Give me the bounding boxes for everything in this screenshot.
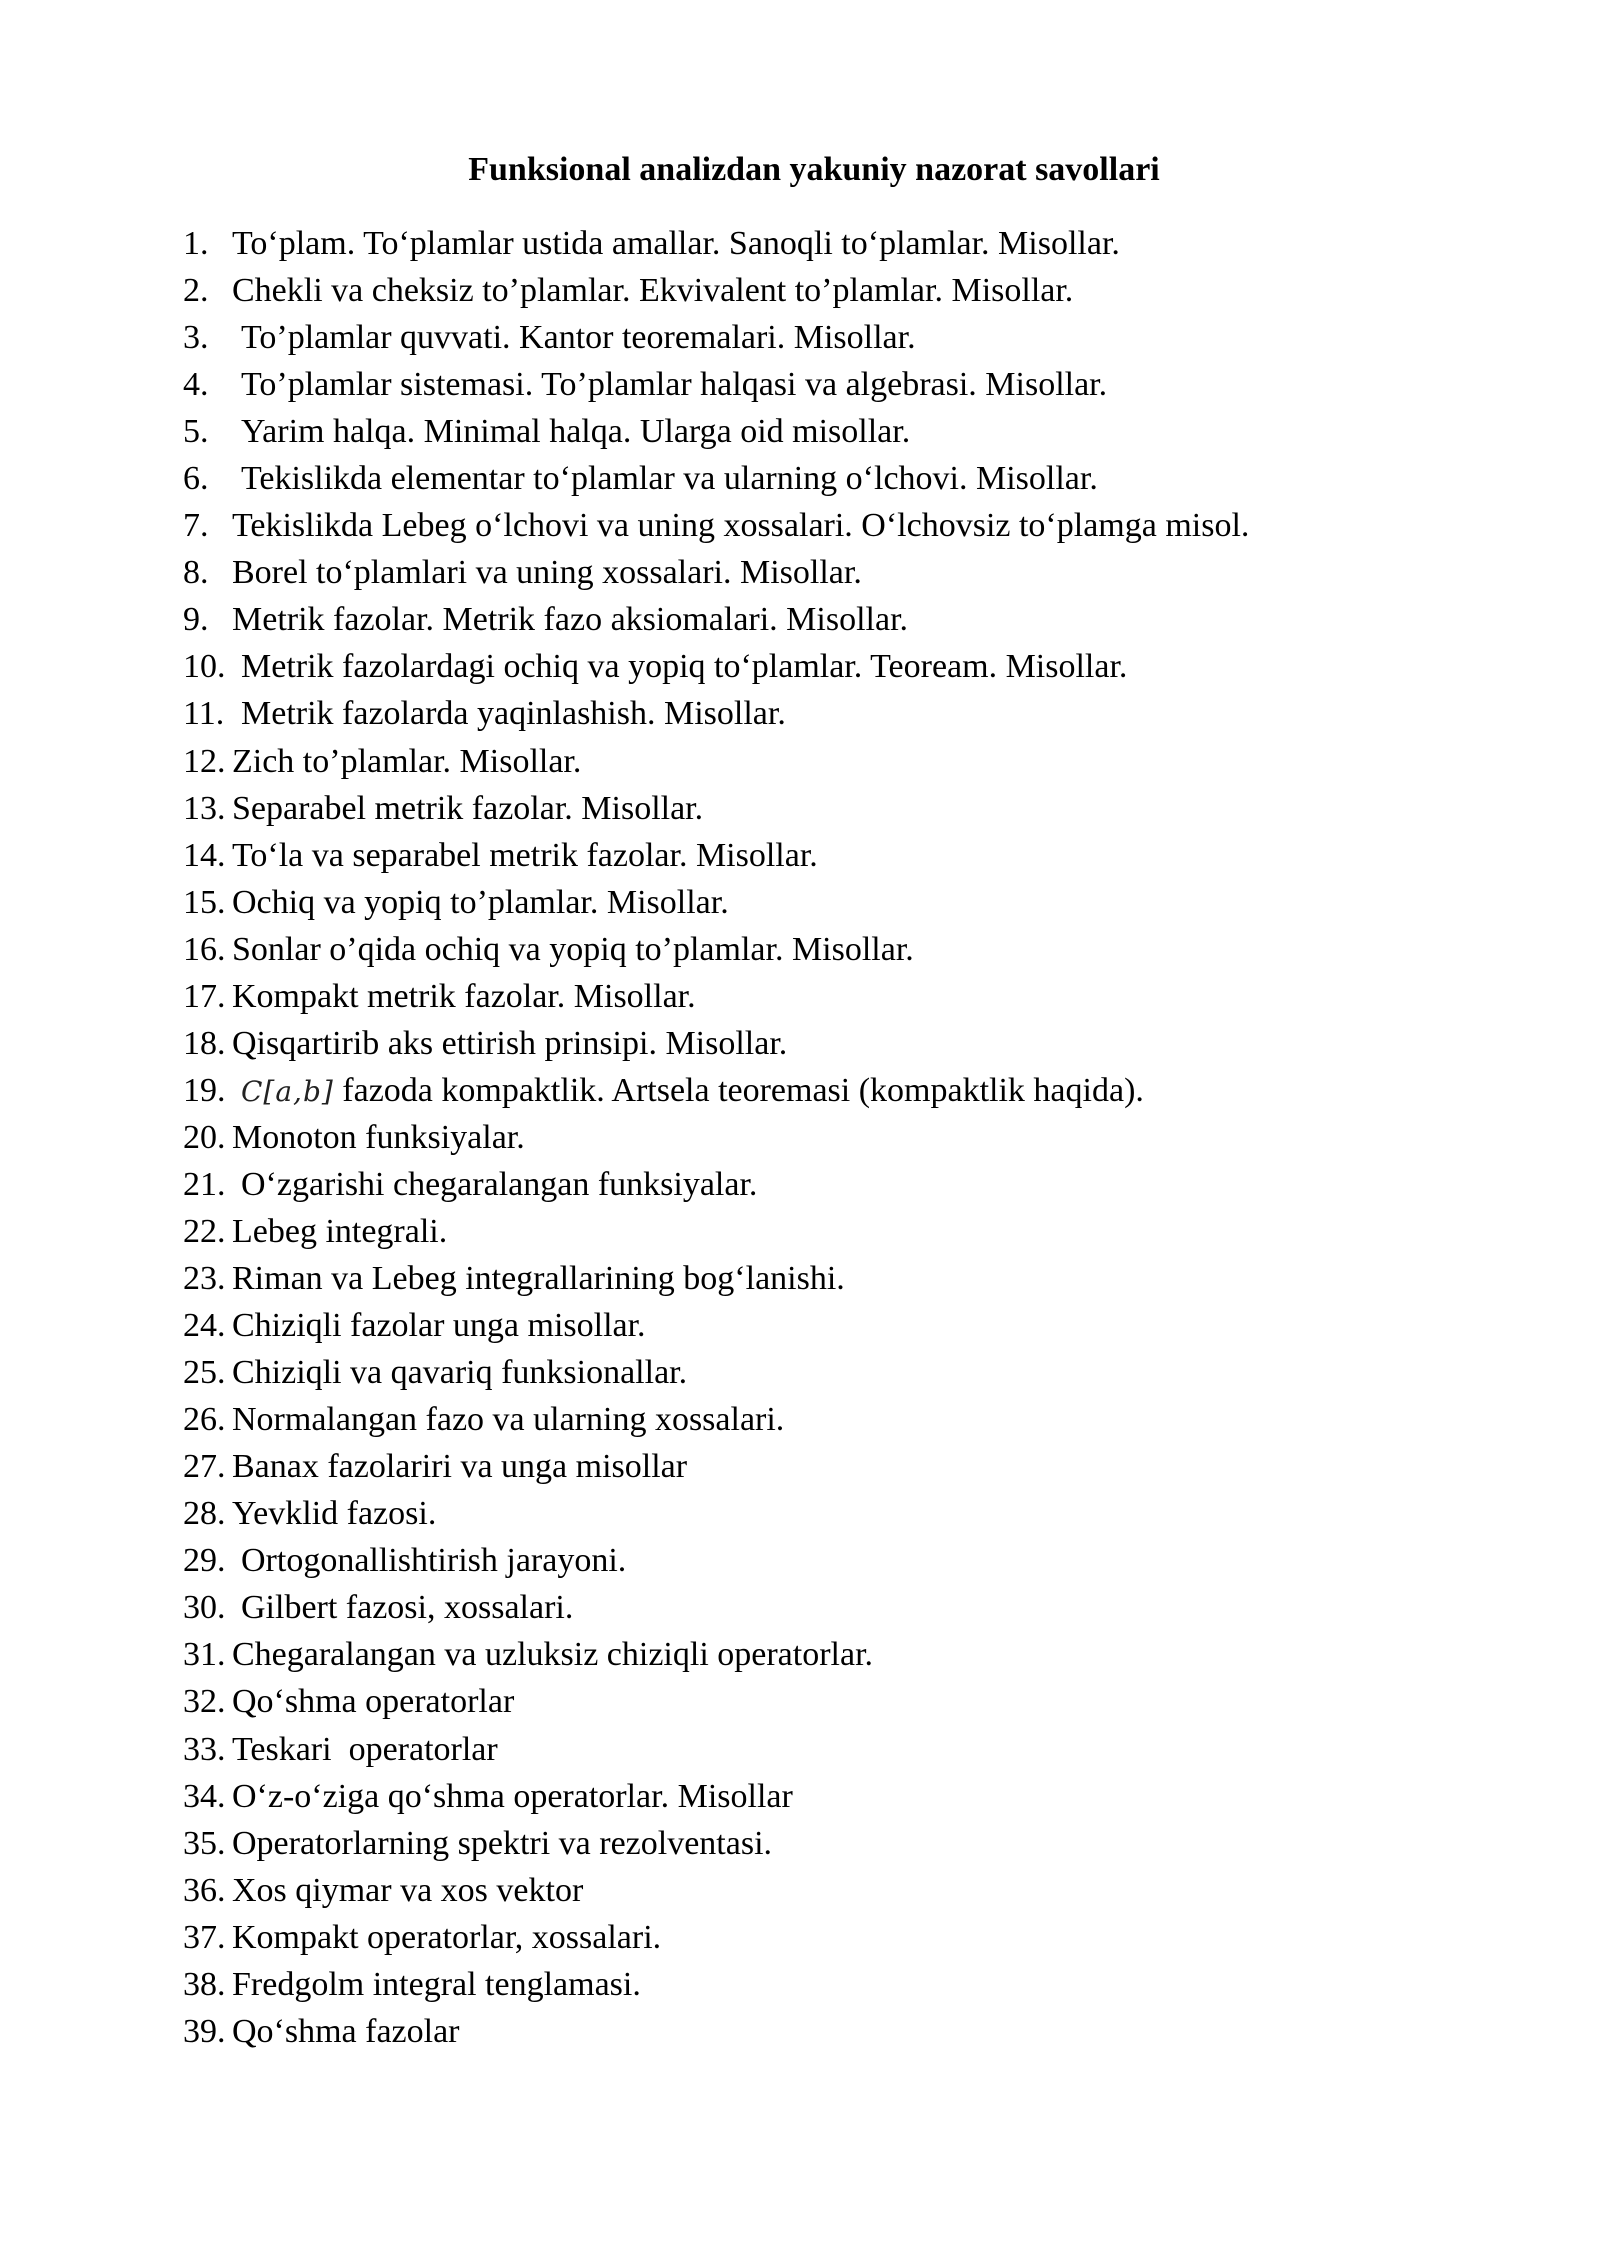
item-number: 8. <box>183 554 209 592</box>
item-number: 7. <box>183 507 209 545</box>
item-number: 6. <box>183 460 209 498</box>
item-text: Yevklid fazosi. <box>232 1495 437 1533</box>
item-number: 18. <box>183 1024 226 1062</box>
item-number: 37. <box>183 1918 226 1956</box>
item-text: Tekislikda elementar to‘plamlar va ularning o‘lchovi. Misollar. <box>241 460 1098 498</box>
item-number: 28. <box>183 1495 226 1533</box>
item-text: Ortogonallishtirish jarayoni. <box>241 1542 627 1580</box>
item-text: Gilbert fazosi, xossalari. <box>241 1589 574 1627</box>
item-text: Metrik fazolardagi ochiq va yopiq to‘plamlar. Teoream. Misollar. <box>241 648 1128 686</box>
item-number: 17. <box>183 977 226 1015</box>
item-number: 16. <box>183 930 226 968</box>
item-text: Operatorlarning spektri va rezolventasi. <box>232 1824 773 1862</box>
item-number: 14. <box>183 836 226 874</box>
item-text: Tekislikda Lebeg o‘lchovi va uning xossalari. O‘lchovsiz to‘plamga misol. <box>232 507 1250 545</box>
item-number: 4. <box>183 366 209 404</box>
item-text-rest: fazoda kompaktlik. Artsela teoremasi (kompaktlik haqida). <box>342 1071 1144 1109</box>
item-text: Kompakt operatorlar, xossalari. <box>232 1918 662 1956</box>
item-text: To’plamlar sistemasi. To’plamlar halqasi va algebrasi. Misollar. <box>241 366 1108 404</box>
item-number: 38. <box>183 1965 226 2003</box>
item-text: Separabel metrik fazolar. Misollar. <box>232 789 704 827</box>
item-number: 15. <box>183 883 226 921</box>
item-text: Banax fazolariri va unga misollar <box>232 1448 688 1486</box>
item-text: To‘plam. To‘plamlar ustida amallar. Sanoqli to‘plamlar. Misollar. <box>232 225 1120 262</box>
item-number: 13. <box>183 789 226 827</box>
item-text: Metrik fazolarda yaqinlashish. Misollar. <box>241 695 786 733</box>
item-text: Lebeg integrali. <box>232 1212 448 1250</box>
item-text: Chiziqli va qavariq funksionallar. <box>232 1354 688 1392</box>
item-text: To‘la va separabel metrik fazolar. Misollar. <box>232 836 818 874</box>
item-text <box>241 1067 1144 1115</box>
item-number: 27. <box>183 1448 226 1486</box>
item-number: 5. <box>183 413 209 451</box>
item-text: Chiziqli fazolar unga misollar. <box>232 1307 646 1345</box>
item-number: 31. <box>183 1636 226 1674</box>
item-number: 34. <box>183 1777 226 1815</box>
item-text: Fredgolm integral tenglamasi. <box>232 1965 641 2003</box>
item-text: Qo‘shma operatorlar <box>232 1683 515 1721</box>
item-text: Sonlar o’qida ochiq va yopiq to’plamlar. Misollar. <box>232 930 914 968</box>
item-text: Qisqartirib aks ettirish prinsipi. Misollar. <box>232 1024 788 1062</box>
item-number: 23. <box>183 1260 226 1298</box>
item-text: Normalangan fazo va ularning xossalari. <box>232 1401 785 1439</box>
item-text: Metrik fazolar. Metrik fazo aksiomalari. Misollar. <box>232 601 909 639</box>
item-text: Qo‘shma fazolar <box>232 2012 460 2050</box>
item-number: 25. <box>183 1354 226 1392</box>
item-text: Xos qiymar va xos vektor <box>232 1871 584 1909</box>
item-number: 19. <box>183 1071 226 1109</box>
item-number: 2. <box>183 272 209 310</box>
item-text: Chekli va cheksiz to’plamlar. Ekvivalent to’plamlar. Misollar. <box>232 272 1074 310</box>
math-expression: C[a,b] <box>241 1074 334 1108</box>
item-text: Teskari operatorlar <box>232 1730 498 1768</box>
item-number: 20. <box>183 1118 226 1156</box>
item-text: To’plamlar quvvati. Kantor teoremalari. Misollar. <box>241 319 916 357</box>
item-text: Ochiq va yopiq to’plamlar. Misollar. <box>232 883 729 921</box>
item-text: Yarim halqa. Minimal halqa. Ularga oid misollar. <box>241 413 911 451</box>
item-number: 10. <box>183 648 226 686</box>
item-number: 21. <box>183 1165 226 1203</box>
item-text: Zich to’plamlar. Misollar. <box>232 742 582 780</box>
item-number: 3. <box>183 319 209 357</box>
item-number: 22. <box>183 1212 226 1250</box>
item-number: 35. <box>183 1824 226 1862</box>
page-title: Funksional analizdan yakuniy nazorat savollari <box>468 151 1160 188</box>
item-text: O‘zgarishi chegaralangan funksiyalar. <box>241 1165 758 1203</box>
item-number: 1. <box>183 225 209 262</box>
item-number: 12. <box>183 742 226 780</box>
item-number: 11. <box>183 695 225 733</box>
item-number: 24. <box>183 1307 226 1345</box>
item-number: 36. <box>183 1871 226 1909</box>
item-text: Chegaralangan va uzluksiz chiziqli operatorlar. <box>232 1636 874 1674</box>
item-text: Kompakt metrik fazolar. Misollar. <box>232 977 696 1015</box>
item-number: 33. <box>183 1730 226 1768</box>
item-number: 26. <box>183 1401 226 1439</box>
item-number: 9. <box>183 601 209 639</box>
item-number: 29. <box>183 1542 226 1580</box>
item-text: Riman va Lebeg integrallarining bog‘lanishi. <box>232 1260 845 1298</box>
item-number: 39. <box>183 2012 226 2050</box>
item-text: O‘z-o‘ziga qo‘shma operatorlar. Misollar <box>232 1777 793 1815</box>
item-number: 30. <box>183 1589 226 1627</box>
item-number: 32. <box>183 1683 226 1721</box>
item-text: Borel to‘plamlari va uning xossalari. Misollar. <box>232 554 862 592</box>
item-text: Monoton funksiyalar. <box>232 1118 525 1156</box>
